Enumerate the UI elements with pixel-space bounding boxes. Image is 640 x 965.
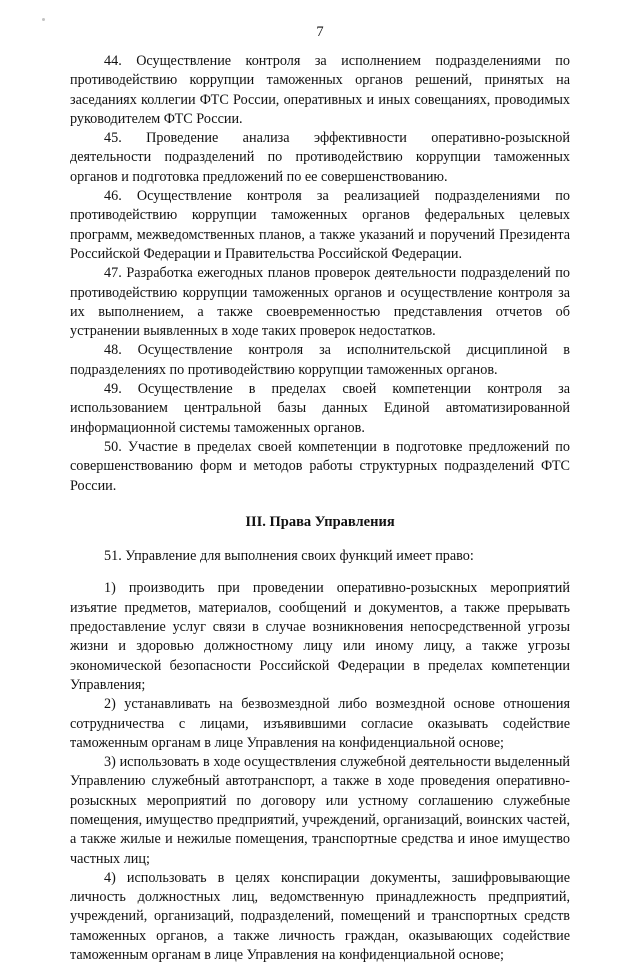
rights-intro: 51. Управление для выполнения своих функций имеет право:	[104, 548, 474, 565]
paragraph-50: 50. Участие в пределах своей компетенции в подготовке предложений по совершенствованию форм и методов работы структурных подразделений ФТС России.	[70, 438, 570, 494]
right-item-4: 4) использовать в целях конспирации документы, зашифровывающие личность должностных лиц, ведомственную принадлежность предприятий, учреждений, организаций, подразделений, помещений и транспортных средств таможенных органов, а также личность граждан, оказывающих содействие таможенным органам в лице Управления на конфиденциальной основе;	[70, 869, 570, 964]
right-item-1: 1) производить при проведении оперативно-розыскных мероприятий изъятие предметов, материалов, сообщений и документов, а также прерывать предоставление услуг связи в случае возникновения непосредственной угрозы жизни и здоровью должностному лицу или иному лицу, а также угрозы экономической безопасности Российской Федерации в пределах компетенции Управления;	[70, 580, 570, 693]
paragraph-44: 44. Осуществление контроля за исполнением подразделениями по противодействию коррупции таможенных органов решений, принятых на заседаниях коллегии ФТС России, оперативных и иных совещаниях, проводимых руководителем ФТС России.	[70, 53, 570, 127]
paragraph-49: 49. Осуществление в пределах своей компетенции контроля за использованием центральной базы данных Единой автоматизированной информационной системы таможенных органов.	[70, 381, 570, 436]
page-number: 7	[316, 24, 324, 40]
scan-speck	[42, 18, 45, 21]
right-item-3: 3) использовать в ходе осуществления служебной деятельности выделенный Управлению служебный автотранспорт, а также в ходе проведения оперативно-розыскных мероприятий по договору или устному соглашению служебные помещения, имущество предприятий, учреждений, организаций, воинских частей, а также жилые и нежилые помещения, транспортные средства и иное имущество частных лиц;	[70, 754, 570, 867]
paragraph-47: 47. Разработка ежегодных планов проверок деятельности подразделений по противодействию коррупции таможенных органов и осуществление контроля за их выполнением, а также своевременностью представления отчетов об устранении выявленных в ходе таких проверок недостатков.	[70, 265, 570, 340]
right-item-2: 2) устанавливать на безвозмездной либо возмездной основе отношения сотрудничества с лицами, изъявившими согласие оказывать содействие таможенным органам в лице Управления на конфиденциальной основе;	[70, 696, 570, 751]
paragraph-46: 46. Осуществление контроля за реализацией подразделениями по противодействию коррупции таможенных органов федеральных целевых программ, межведомственных планов, а также указаний и поручений Президента Российской Федерации и Правительства Российской Федерации.	[70, 188, 570, 262]
document-body	[70, 52, 570, 965]
paragraph-48: 48. Осуществление контроля за исполнительской дисциплиной в подразделениях по противодействию коррупции таможенных органов.	[70, 342, 570, 378]
section-heading-rights: III. Права Управления	[245, 513, 395, 530]
paragraph-45: 45. Проведение анализа эффективности оперативно-розыскной деятельности подразделений по противодействию коррупции таможенных органов и подготовка предложений по ее совершенствованию.	[70, 130, 570, 185]
